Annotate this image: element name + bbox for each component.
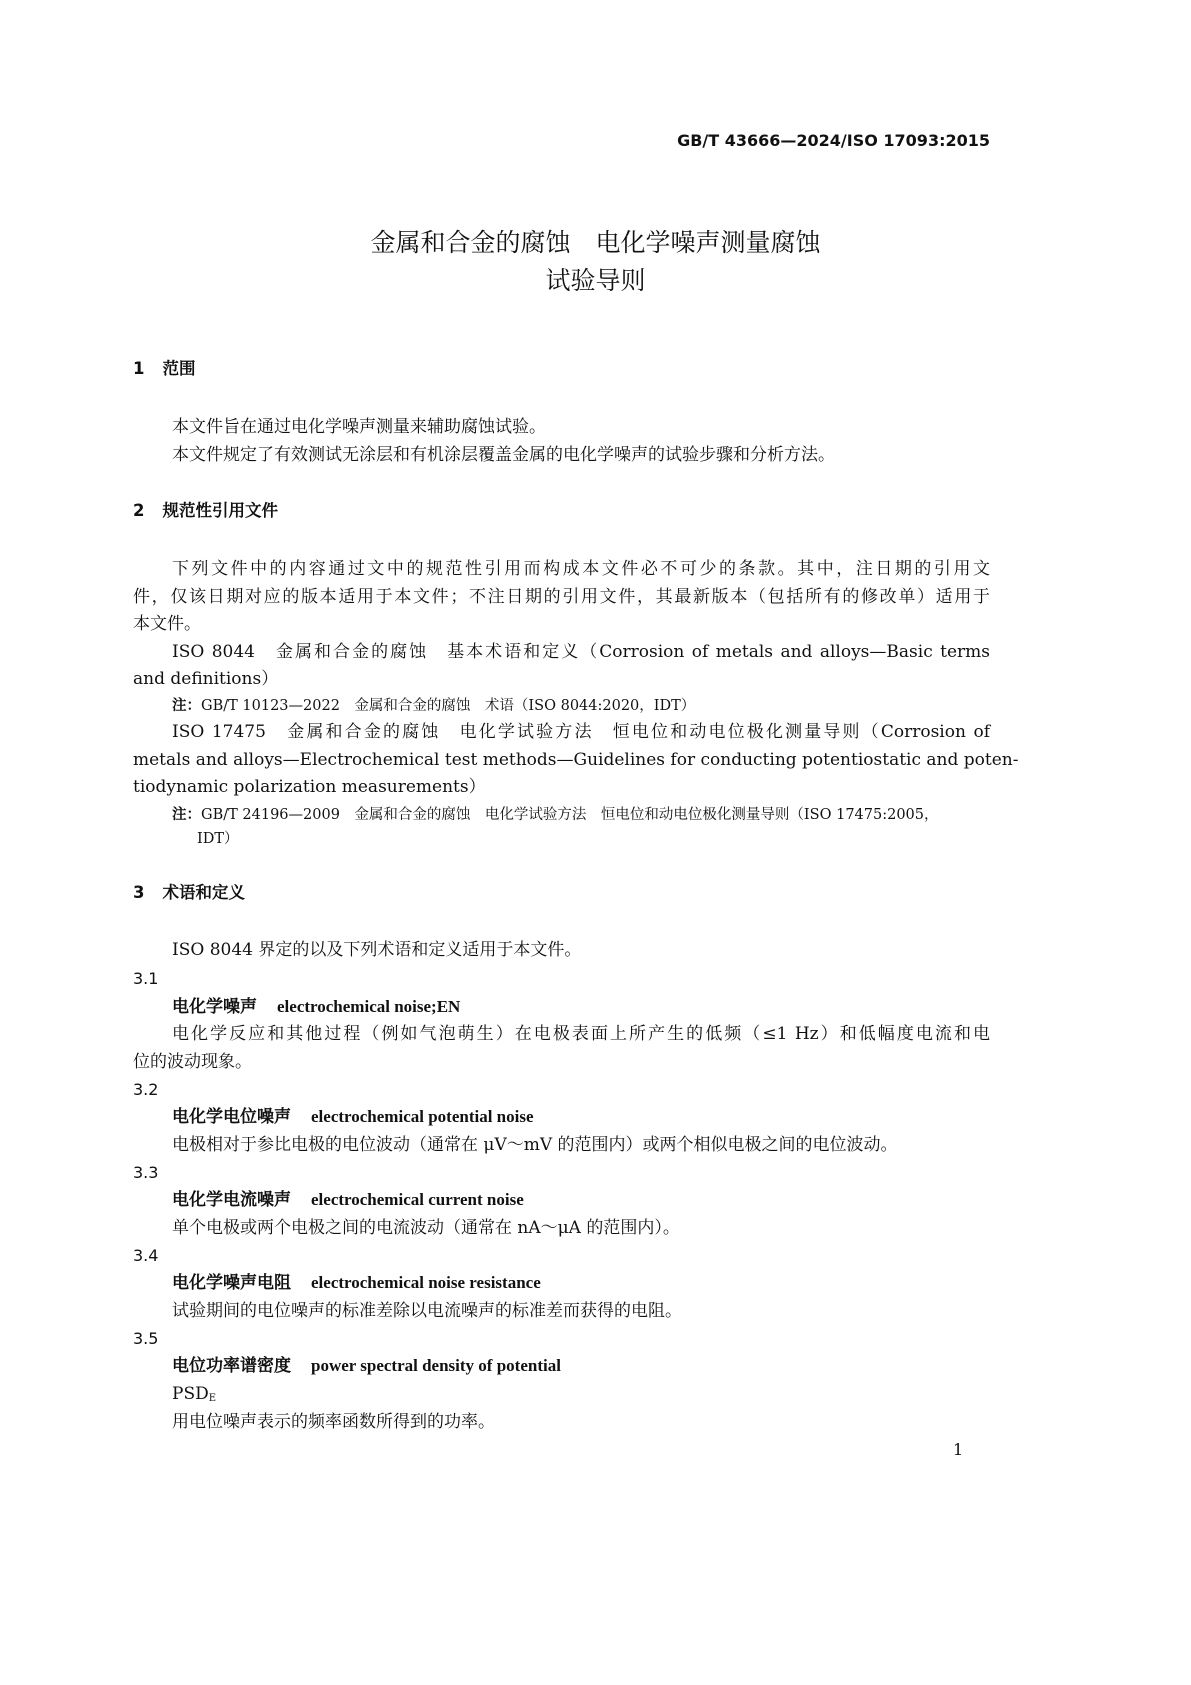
term-number: 3.1 [133, 969, 159, 988]
note-1 [172, 694, 1029, 718]
paragraph: 本文件规定了有效测试无涂层和有机涂层覆盖金属的电化学噪声的试验步骤和分析方法。 [172, 445, 835, 465]
reference-iso-8044-cont: and definitions） [133, 669, 279, 689]
term-zh: 电化学电位噪声 [172, 1107, 291, 1127]
section-number: 1 [133, 359, 145, 378]
term-number: 3.2 [133, 1080, 159, 1099]
section-title: 术语和定义 [162, 883, 245, 902]
paragraph: 本文件旨在通过电化学噪声测量来辅助腐蚀试验。 [172, 417, 546, 437]
note-text: GB/T 24196—2009 金属和合金的腐蚀 电化学试验方法 恒电位和动电位极化测量导则（ISO 17475:2005， [201, 807, 939, 823]
document-title-line2: 试验导则 [545, 266, 646, 295]
section-title: 规范性引用文件 [162, 501, 278, 520]
note-2-cont: IDT） [197, 831, 239, 847]
symbol-subscript: E [208, 1393, 217, 1404]
term-heading [172, 1271, 990, 1295]
term-number: 3.3 [133, 1163, 159, 1182]
term-zh: 电化学噪声电阻 [172, 1273, 291, 1293]
term-en: electrochemical current noise [311, 1190, 524, 1209]
symbol: PSD [172, 1384, 209, 1404]
term-definition: 位的波动现象。 [133, 1052, 252, 1072]
section-1-heading [133, 357, 990, 381]
section-3-heading [133, 881, 990, 905]
term-zh: 电化学电流噪声 [172, 1190, 291, 1210]
term-number: 3.4 [133, 1246, 159, 1265]
term-symbol [172, 1382, 990, 1411]
page-number: 1 [953, 1440, 964, 1459]
term-definition: 用电位噪声表示的频率函数所得到的功率。 [172, 1412, 495, 1432]
term-zh: 电化学噪声 [172, 997, 257, 1017]
term-heading [172, 995, 990, 1019]
paragraph-line: 件，仅该日期对应的版本适用于本文件；不注日期的引用文件，其最新版本（包括所有的修改单）适用于 [133, 587, 990, 607]
paragraph-line: 下列文件中的内容通过文中的规范性引用而构成本文件必不可少的条款。其中，注日期的引用文 [172, 559, 990, 579]
term-definition: 电极相对于参比电极的电位波动（通常在 μV～mV 的范围内）或两个相似电极之间的电位波动。 [172, 1135, 898, 1155]
section-2-heading [133, 499, 990, 523]
section-number: 3 [133, 883, 145, 902]
standard-number-header: GB/T 43666—2024/ISO 17093:2015 [677, 131, 990, 150]
note-text: GB/T 10123—2022 金属和合金的腐蚀 术语（ISO 8044:2020，IDT） [201, 698, 696, 714]
document-title-line1: 金属和合金的腐蚀 电化学噪声测量腐蚀 [370, 228, 821, 257]
term-zh: 电位功率谱密度 [172, 1356, 291, 1376]
paragraph: ISO 8044 界定的以及下列术语和定义适用于本文件。 [172, 940, 582, 960]
note-label: 注： [172, 698, 201, 714]
reference-iso-17475: ISO 17475 金属和合金的腐蚀 电化学试验方法 恒电位和动电位极化测量导则（Corrosion of [172, 722, 990, 742]
term-en: electrochemical noise resistance [311, 1273, 541, 1292]
note-label: 注： [172, 807, 201, 823]
paragraph-line: 本文件。 [133, 614, 201, 634]
reference-iso-8044: ISO 8044 金属和合金的腐蚀 基本术语和定义（Corrosion of metals and alloys—Basic terms [172, 642, 990, 662]
term-en: power spectral density of potential [311, 1356, 561, 1375]
reference-iso-17475-cont: metals and alloys—Electrochemical test methods—Guidelines for conducting potentiostatic and poten- [133, 750, 1019, 770]
section-title: 范围 [162, 359, 196, 378]
note-2 [172, 803, 1029, 827]
term-heading [172, 1105, 990, 1129]
term-heading [172, 1188, 990, 1212]
term-en: electrochemical potential noise [311, 1107, 534, 1126]
term-number: 3.5 [133, 1329, 159, 1348]
term-definition: 电化学反应和其他过程（例如气泡萌生）在电极表面上所产生的低频（≤1 Hz）和低幅度电流和电 [172, 1024, 990, 1044]
term-definition: 试验期间的电位噪声的标准差除以电流噪声的标准差而获得的电阻。 [172, 1301, 682, 1321]
term-heading [172, 1354, 990, 1378]
term-en: electrochemical noise;EN [277, 997, 461, 1016]
term-definition: 单个电极或两个电极之间的电流波动（通常在 nA～μA 的范围内）。 [172, 1218, 680, 1238]
section-number: 2 [133, 501, 145, 520]
reference-iso-17475-cont: tiodynamic polarization measurements） [133, 777, 486, 797]
